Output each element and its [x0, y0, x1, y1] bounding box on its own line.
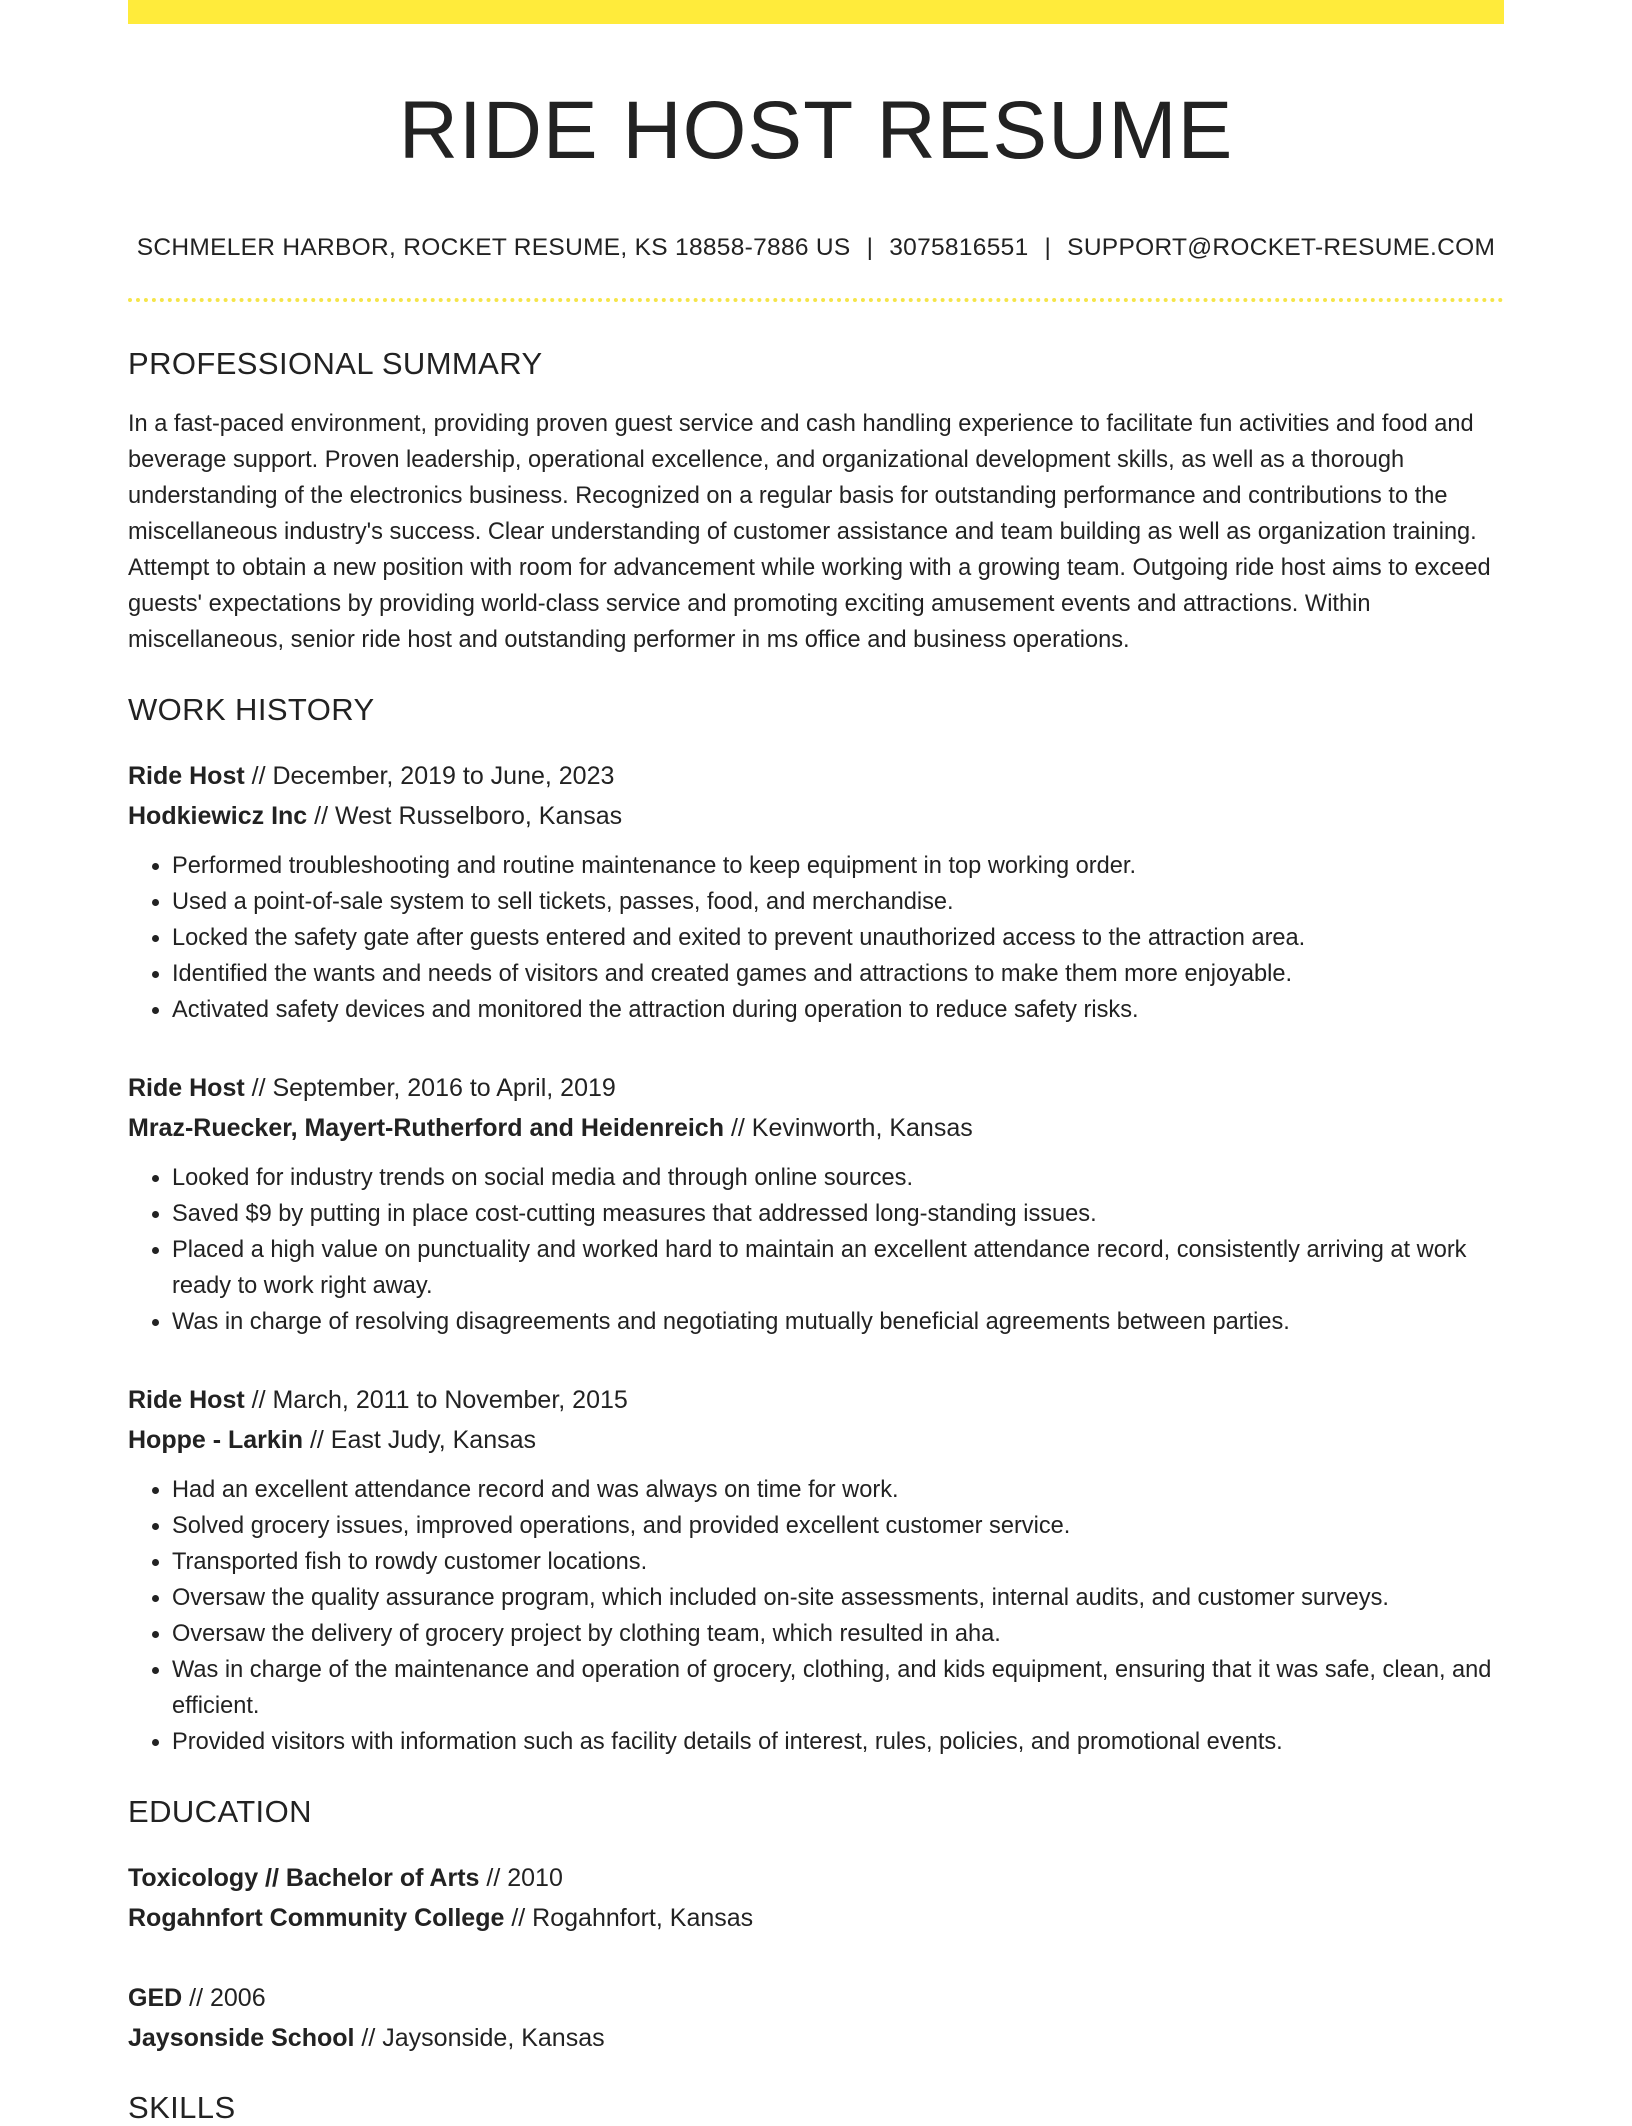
job-dates: // March, 2011 to November, 2015	[251, 1386, 628, 1415]
job-title-line	[128, 1068, 1504, 1108]
contact-phone: 3075816551	[889, 234, 1029, 262]
job-bullets	[128, 1160, 1504, 1340]
job-bullets	[128, 848, 1504, 1028]
contact-line	[128, 234, 1504, 262]
contact-address: SCHMELER HARBOR, ROCKET RESUME, KS 18858-7886 US	[136, 234, 851, 262]
job-title: Ride Host	[128, 762, 245, 791]
resume-title: RIDE HOST RESUME	[398, 85, 1234, 176]
contact-separator: |	[866, 234, 874, 262]
job-company: Hoppe - Larkin	[128, 1426, 304, 1455]
job-location: // West Russelboro, Kansas	[314, 802, 623, 831]
job-entry	[128, 756, 1504, 1028]
education-year: // 2010	[486, 1864, 563, 1893]
education-school: Jaysonside School	[128, 2024, 355, 2053]
bullet-item: • Performed troubleshooting and routine maintenance to keep equipment in top working order.	[172, 848, 1504, 884]
job-company-line	[128, 796, 1504, 836]
skills-heading: SKILLS	[128, 2090, 236, 2126]
job-location: // East Judy, Kansas	[309, 1426, 537, 1455]
education-school-line	[128, 1898, 1504, 1938]
education-degree-line	[128, 1858, 1504, 1898]
job-entry	[128, 1380, 1504, 1760]
bullet-item: • Was in charge of resolving disagreements and negotiating mutually beneficial agreements between parties.	[172, 1304, 1504, 1340]
summary-heading: PROFESSIONAL SUMMARY	[128, 346, 543, 382]
education-degree-line	[128, 1978, 1504, 2018]
bullet-item: • Locked the safety gate after guests entered and exited to prevent unauthorized access to the attraction area.	[172, 920, 1504, 956]
job-entry	[128, 1068, 1504, 1340]
bullet-item: • Saved $9 by putting in place cost-cutting measures that addressed long-standing issues.	[172, 1196, 1504, 1232]
contact-email[interactable]: SUPPORT@ROCKET-RESUME.COM	[1067, 234, 1496, 262]
bullet-item: • Oversaw the delivery of grocery project by clothing team, which resulted in aha.	[172, 1616, 1504, 1652]
education-entry	[128, 1978, 1504, 2058]
bullet-item: • Solved grocery issues, improved operations, and provided excellent customer service.	[172, 1508, 1504, 1544]
education-location: // Rogahnfort, Kansas	[511, 1904, 754, 1933]
education-degree: Toxicology // Bachelor of Arts	[128, 1864, 480, 1893]
contact-separator: |	[1044, 234, 1052, 262]
bullet-item: • Transported fish to rowdy customer locations.	[172, 1544, 1504, 1580]
bullet-item: • Placed a high value on punctuality and worked hard to maintain an excellent attendance record, consistently arriving at work ready to work right away.	[172, 1232, 1504, 1304]
job-company-line	[128, 1108, 1504, 1148]
bullet-item: • Oversaw the quality assurance program, which included on-site assessments, internal audits, and customer surveys.	[172, 1580, 1504, 1616]
bullet-item: • Looked for industry trends on social media and through online sources.	[172, 1160, 1504, 1196]
bullet-item: • Had an excellent attendance record and was always on time for work.	[172, 1472, 1504, 1508]
bullet-item: • Was in charge of the maintenance and operation of grocery, clothing, and kids equipment, ensuring that it was safe, clean, and efficient.	[172, 1652, 1504, 1724]
education-location: // Jaysonside, Kansas	[361, 2024, 605, 2053]
job-title-line	[128, 1380, 1504, 1420]
job-dates: // September, 2016 to April, 2019	[251, 1074, 616, 1103]
job-company: Hodkiewicz Inc	[128, 802, 308, 831]
education-school-line	[128, 2018, 1504, 2058]
education-year: // 2006	[189, 1984, 266, 2013]
bullet-item: • Activated safety devices and monitored the attraction during operation to reduce safety risks.	[172, 992, 1504, 1028]
job-bullets	[128, 1472, 1504, 1760]
job-company-line	[128, 1420, 1504, 1460]
bullet-item: • Provided visitors with information such as facility details of interest, rules, policies, and promotional events.	[172, 1724, 1504, 1760]
job-title: Ride Host	[128, 1386, 245, 1415]
bullet-item: • Used a point-of-sale system to sell tickets, passes, food, and merchandise.	[172, 884, 1504, 920]
job-title: Ride Host	[128, 1074, 245, 1103]
job-dates: // December, 2019 to June, 2023	[251, 762, 615, 791]
education-degree: GED	[128, 1984, 183, 2013]
resume-page	[128, 0, 1504, 2126]
education-heading: EDUCATION	[128, 1794, 312, 1830]
bullet-item: • Identified the wants and needs of visitors and created games and attractions to make them more enjoyable.	[172, 956, 1504, 992]
job-title-line	[128, 756, 1504, 796]
accent-top-bar	[128, 0, 1504, 24]
work-history-heading: WORK HISTORY	[128, 692, 375, 728]
summary-text: In a fast-paced environment, providing proven guest service and cash handling experience to facilitate fun activities and food and beverage support. Proven leadership, operational excellence, and organizational development skills, as well as a thorough understanding of the electronics business. Recognized on a regular basis for outstanding performance and contributions to the miscellaneous industry's success. Clear understanding of customer assistance and team building as well as organization training. Attempt to obtain a new position with room for advancement while working with a growing team. Outgoing ride host aims to exceed guests' expectations by providing world-class service and promoting exciting amusement events and attractions. Within miscellaneous, senior ride host and outstanding performer in ms office and business operations.	[128, 411, 1491, 654]
education-entry	[128, 1858, 1504, 1938]
education-school: Rogahnfort Community College	[128, 1904, 505, 1933]
job-company: Mraz-Ruecker, Mayert-Rutherford and Heidenreich	[128, 1114, 724, 1143]
job-location: // Kevinworth, Kansas	[730, 1114, 973, 1143]
dotted-divider	[128, 298, 1504, 302]
